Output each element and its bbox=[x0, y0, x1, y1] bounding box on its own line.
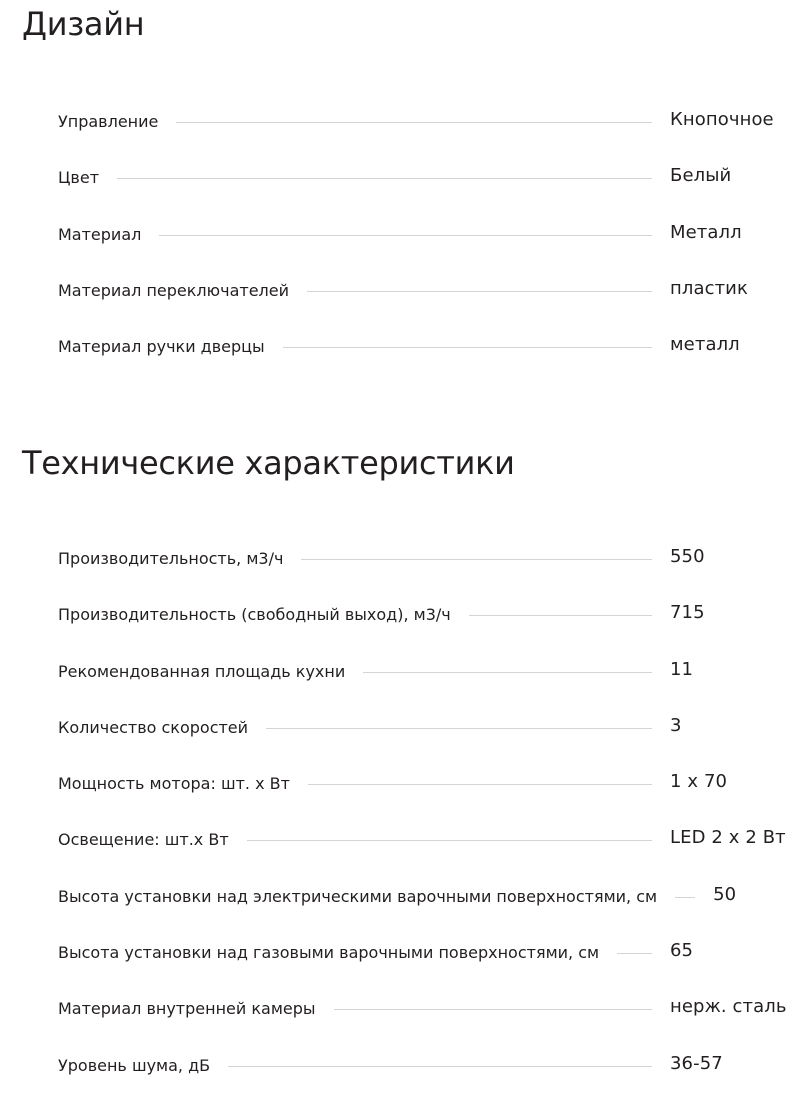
spec-value: 11 bbox=[670, 658, 694, 680]
leader-line bbox=[176, 122, 652, 123]
leader-line bbox=[675, 897, 695, 898]
spec-label: Уровень шума, дБ bbox=[58, 1038, 228, 1076]
spec-row-capacity bbox=[58, 531, 806, 587]
spec-value: 50 bbox=[713, 883, 737, 905]
leader-line bbox=[159, 235, 652, 236]
spec-row-lighting bbox=[58, 812, 806, 868]
section-title-design: Дизайн bbox=[22, 5, 145, 43]
spec-label: Материал переключателей bbox=[58, 263, 307, 301]
spec-row-kitchen-area bbox=[58, 644, 806, 700]
spec-row-chamber-material bbox=[58, 981, 806, 1037]
design-spec-list bbox=[58, 94, 806, 375]
leader-line bbox=[117, 178, 652, 179]
leader-line bbox=[334, 1009, 652, 1010]
tech-spec-list bbox=[58, 531, 806, 1094]
spec-row-material bbox=[58, 207, 806, 263]
leader-line bbox=[266, 728, 652, 729]
spec-value: Кнопочное bbox=[670, 109, 774, 130]
leader-line bbox=[617, 953, 652, 954]
leader-line bbox=[307, 291, 652, 292]
spec-row-color bbox=[58, 150, 806, 206]
section-title-tech: Технические характеристики bbox=[22, 444, 515, 482]
spec-value: 715 bbox=[670, 602, 705, 624]
spec-row-motor-power bbox=[58, 756, 806, 812]
spec-row-control bbox=[58, 94, 806, 150]
leader-line bbox=[301, 559, 652, 560]
spec-label: Управление bbox=[58, 94, 176, 132]
spec-value: 65 bbox=[670, 940, 694, 962]
spec-label: Цвет bbox=[58, 150, 117, 188]
spec-row-capacity-free bbox=[58, 587, 806, 643]
spec-value: металл bbox=[670, 334, 740, 356]
spec-value: нерж. сталь bbox=[670, 996, 787, 1018]
spec-label: Рекомендованная площадь кухни bbox=[58, 644, 363, 682]
spec-row-noise bbox=[58, 1038, 806, 1094]
leader-line bbox=[469, 615, 652, 616]
spec-label: Материал ручки дверцы bbox=[58, 319, 283, 357]
leader-line bbox=[283, 347, 652, 348]
spec-label: Производительность (свободный выход), м3/ч bbox=[58, 587, 469, 625]
leader-line bbox=[228, 1066, 652, 1067]
spec-row-switch-material bbox=[58, 263, 806, 319]
spec-value: 36-57 bbox=[670, 1052, 723, 1074]
spec-value: LED 2 х 2 Вт bbox=[670, 827, 786, 849]
spec-row-height-gas bbox=[58, 925, 806, 981]
spec-row-handle-material bbox=[58, 319, 806, 375]
leader-line bbox=[363, 672, 652, 673]
spec-row-speeds bbox=[58, 700, 806, 756]
spec-label: Мощность мотора: шт. х Вт bbox=[58, 756, 308, 794]
spec-label: Материал внутренней камеры bbox=[58, 981, 334, 1019]
spec-label: Освещение: шт.х Вт bbox=[58, 812, 247, 850]
spec-value: Белый bbox=[670, 165, 732, 187]
spec-value: 550 bbox=[670, 546, 705, 567]
spec-row-height-electric bbox=[58, 869, 806, 925]
leader-line bbox=[308, 784, 652, 785]
spec-value: 3 bbox=[670, 714, 682, 736]
leader-line bbox=[247, 840, 652, 841]
spec-label: Высота установки над газовыми варочными поверхностями, см bbox=[58, 925, 617, 963]
spec-value: пластик bbox=[670, 277, 748, 299]
spec-label: Производительность, м3/ч bbox=[58, 531, 301, 569]
spec-label: Материал bbox=[58, 207, 159, 245]
spec-value: Металл bbox=[670, 221, 742, 243]
spec-label: Высота установки над электрическими варочными поверхностями, см bbox=[58, 869, 675, 907]
spec-label: Количество скоростей bbox=[58, 700, 266, 738]
spec-value: 1 х 70 bbox=[670, 771, 728, 793]
